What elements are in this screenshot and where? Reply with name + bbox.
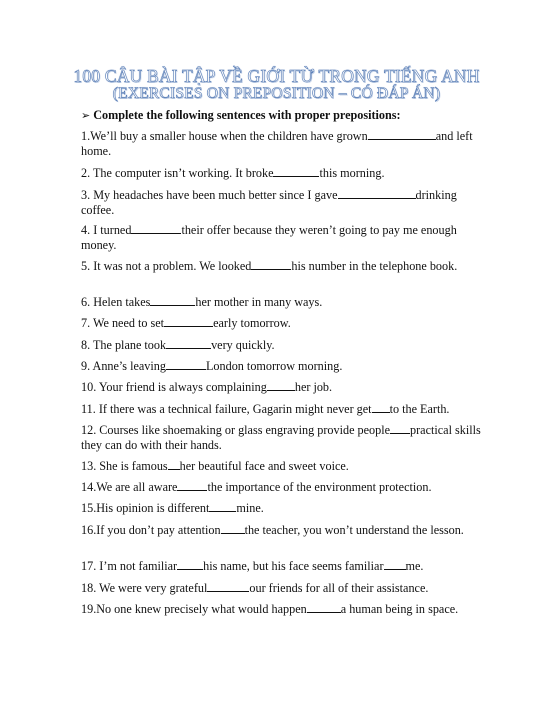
question-text: 19.No one knew precisely what would happen	[81, 602, 307, 616]
answer-blank	[131, 222, 181, 234]
question-text: a human being in space.	[340, 602, 459, 616]
answer-blank	[390, 422, 410, 434]
question-text: 12. Courses like shoemaking or glass engraving provide people	[81, 423, 391, 437]
question-4	[81, 222, 481, 253]
question-17	[81, 558, 481, 574]
question-text: 17. I’m not familiar	[81, 559, 178, 573]
question-text: 3. My headaches have been much better since I gave	[81, 188, 338, 202]
answer-blank	[166, 358, 206, 370]
answer-blank	[384, 558, 406, 570]
question-text: our friends for all of their assistance.	[249, 581, 429, 595]
question-9	[81, 358, 481, 374]
question-18	[81, 580, 481, 596]
question-text: 2. The computer isn’t working. It broke	[81, 166, 274, 180]
question-text: his number in the telephone book.	[291, 259, 458, 273]
question-text: 11. If there was a technical failure, Gagarin might never get	[81, 402, 372, 416]
question-16	[81, 522, 481, 538]
answer-blank	[273, 165, 319, 177]
answer-blank	[251, 258, 291, 270]
question-5	[81, 258, 481, 274]
question-text: her mother in many ways.	[195, 295, 323, 309]
question-text: 18. We were very grateful	[81, 581, 208, 595]
question-text: 10. Your friend is always complaining	[81, 380, 267, 394]
question-12	[81, 422, 481, 453]
instruction-text: Complete the following sentences with proper prepositions:	[93, 108, 401, 122]
question-14	[81, 479, 481, 495]
answer-blank	[164, 315, 213, 327]
answer-blank	[177, 479, 207, 491]
question-text: the importance of the environment protection.	[207, 480, 432, 494]
question-8	[81, 337, 481, 353]
document-title: 100 CÂU BÀI TẬP VỀ GIỚI TỪ TRONG TIẾNG ANH	[73, 66, 480, 86]
question-text: 15.His opinion is different	[81, 501, 210, 515]
question-text: mine.	[236, 501, 264, 515]
question-text: his name, but his face seems familiar	[203, 559, 384, 573]
question-text: very quickly.	[211, 338, 275, 352]
question-10	[81, 379, 481, 395]
question-text: me.	[405, 559, 424, 573]
question-text: 5. It was not a problem. We looked	[81, 259, 252, 273]
answer-blank	[307, 601, 341, 613]
question-text: early tomorrow.	[213, 316, 291, 330]
question-text: London tomorrow morning.	[205, 359, 343, 373]
question-text: 16.If you don’t pay attention	[81, 523, 221, 537]
question-text: 4. I turned	[81, 223, 132, 237]
question-19	[81, 601, 481, 617]
question-text: 13. She is famous	[81, 459, 168, 473]
answer-blank	[168, 458, 180, 470]
answer-blank	[267, 379, 295, 391]
question-text: 1.We’ll buy a smaller house when the children have grown	[81, 129, 368, 143]
answer-blank	[221, 522, 245, 534]
question-text: to the Earth.	[389, 402, 450, 416]
answer-blank	[166, 337, 211, 349]
document-subtitle: (EXERCISES ON PREPOSITION – CÓ ĐÁP ÁN)	[112, 85, 441, 102]
answer-blank	[207, 580, 249, 592]
arrow-bullet-icon: ➢	[81, 109, 91, 122]
answer-blank	[209, 500, 236, 512]
question-15	[81, 500, 481, 516]
instruction	[81, 108, 401, 123]
question-7	[81, 315, 481, 331]
answer-blank	[368, 128, 436, 140]
question-text: 6. Helen takes	[81, 295, 151, 309]
question-text: this morning.	[319, 166, 385, 180]
question-text: the teacher, you won’t understand the lesson.	[244, 523, 464, 537]
question-text: drinking coffee.	[81, 188, 457, 217]
answer-blank	[150, 294, 195, 306]
question-13	[81, 458, 481, 474]
question-3	[81, 187, 481, 218]
question-text: 14.We are all aware	[81, 480, 178, 494]
question-6	[81, 294, 481, 310]
question-text: her beautiful face and sweet voice.	[179, 459, 349, 473]
question-text: practical skills they can do with their hands.	[81, 423, 481, 452]
question-11	[81, 401, 481, 417]
question-text: 8. The plane took	[81, 338, 167, 352]
answer-blank	[338, 187, 416, 199]
question-text: and left home.	[81, 129, 473, 158]
question-1	[81, 128, 481, 159]
question-text: 7. We need to set	[81, 316, 165, 330]
question-text: their offer because they weren’t going to pay me enough money.	[81, 223, 457, 252]
question-text: 9. Anne’s leaving	[81, 359, 166, 373]
answer-blank	[177, 558, 203, 570]
question-text: her job.	[294, 380, 333, 394]
question-2	[81, 165, 481, 181]
answer-blank	[372, 401, 390, 413]
